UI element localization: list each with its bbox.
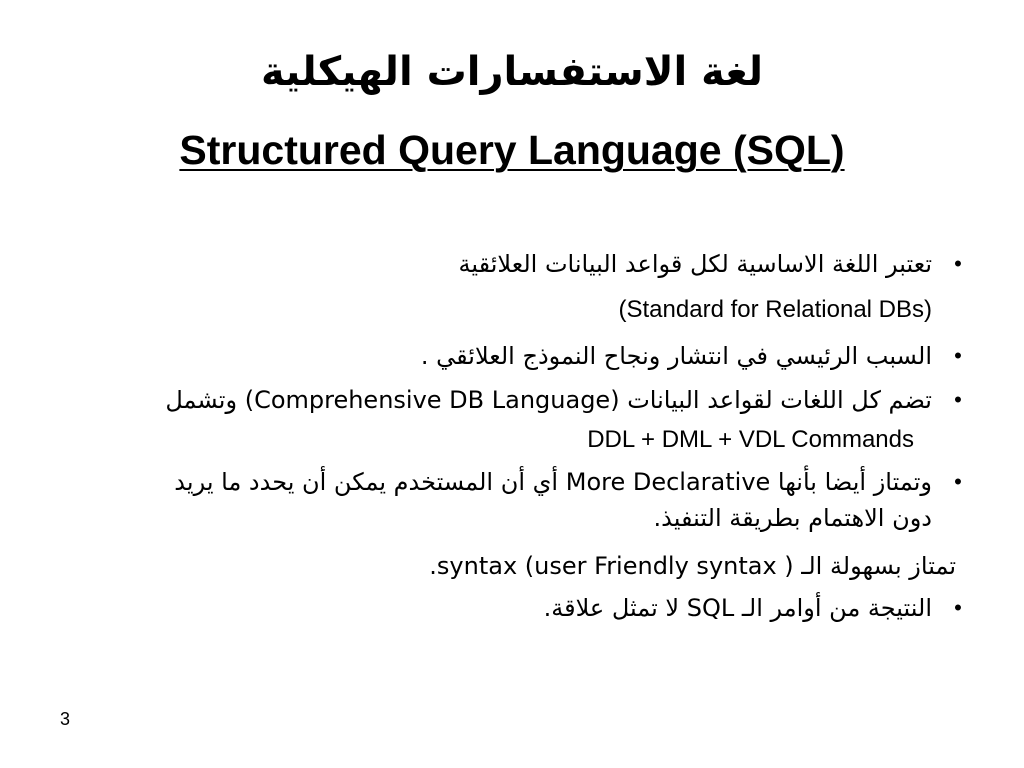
- title-arabic: لغة الاستفسارات الهيكلية: [261, 49, 763, 95]
- bullet-2-text: السبب الرئيسي في انتشار ونجاح النموذج العلائقي .: [420, 342, 932, 370]
- bullet-1-subtext: (Standard for Relational DBs): [618, 296, 932, 323]
- bullet-marker: •: [954, 387, 962, 412]
- bullet-5-text: النتيجة من أوامر الـ SQL لا تمثل علاقة.: [543, 594, 932, 622]
- bullet-4-continuation: دون الاهتمام بطريقة التنفيذ.: [653, 504, 932, 532]
- bullet-marker: •: [954, 343, 962, 368]
- bullet-marker: •: [954, 251, 962, 276]
- bullet-3-subtext: DDL + DML + VDL Commands: [587, 426, 914, 453]
- bullet-marker: •: [954, 469, 962, 494]
- bullet-3-text: تضم كل اللغات لقواعد البيانات (Comprehensive DB Language) وتشمل: [165, 386, 932, 414]
- title-english-text: Structured Query Language (SQL): [179, 127, 845, 173]
- syntax-note-text: تمتاز بسهولة الـ syntax (user Friendly syntax ).: [429, 552, 956, 580]
- bullet-4-text: وتمتاز أيضا بأنها More Declarative أي أن المستخدم يمكن أن يحدد ما يريد: [174, 468, 932, 496]
- bullet-marker: •: [954, 595, 962, 620]
- bullet-1-text: تعتبر اللغة الاساسية لكل قواعد البيانات العلائقية: [458, 250, 932, 278]
- title-english: [0, 122, 1024, 178]
- slide-number: 3: [60, 709, 71, 729]
